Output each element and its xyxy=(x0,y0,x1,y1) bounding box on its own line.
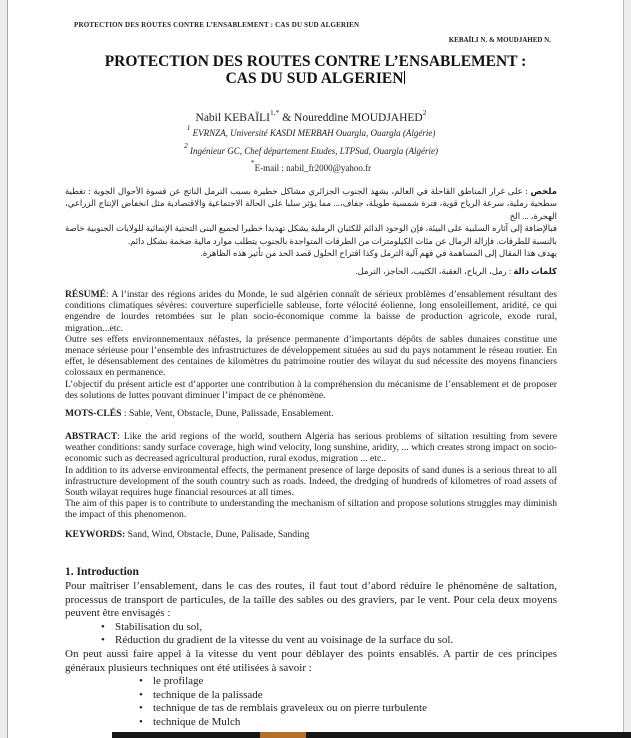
author-2: Noureddine MOUDJAHED xyxy=(294,112,423,124)
paper-title-line2: CAS DU SUD ALGERIEN xyxy=(225,70,404,87)
authors-joiner: & xyxy=(279,112,295,124)
keywords-line: KEYWORDS: Sand, Wind, Obstacle, Dune, Palisade, Sanding xyxy=(65,529,310,540)
arabic-keywords-line: كلمات دالة : رمل، الرياح، العقبة، الكثيب، الحاجز، الترمل. xyxy=(355,266,557,277)
list-item xyxy=(65,689,557,703)
bullet-icon: • xyxy=(101,634,105,647)
email-address: E-mail : nabil_fr2000@yahoo.fr xyxy=(254,163,372,173)
abstract-paragraph-1: ABSTRACT: Like the arid regions of the world, southern Algeria has serious problems of siltation resulting from severe weather conditions: sandy surface coverage, high wind velocity, long sunshine, aridity, ... which creates strong impact on socio-economic such as decreased agricultural production, rural exodus, migration ... etc.. xyxy=(65,431,557,465)
list-item-text: Réduction du gradient de la vitesse du vent au voisinage de la surface du sol. xyxy=(115,634,454,647)
arabic-abstract-label: ملخص xyxy=(530,186,557,196)
email-line: *E-mail : nabil_fr2000@yahoo.fr xyxy=(250,158,372,173)
resume-label: RÉSUMÉ xyxy=(65,289,107,300)
resume-paragraph-2: Outre ses effets environnementaux néfastes, la présence permanente d’importants dépôts de sables dunaires constitue une menace sérieuse pour l’ensemble des infrastructures de développement situées au sud du pays notamment le réseau routier. En effet, le désensablement des centaines de kilomètres du patrimoine routier des wilayat du sud nécessite des moyens financiers colossaux en permanence. xyxy=(65,333,557,379)
introduction-paragraph-2: On peut aussi faire appel à la vitesse du vent pour déblayer des points ensablés. A partir de ces principes généraux plusieurs techniques ont été utilisées à savoir : xyxy=(65,647,557,674)
taskbar[interactable] xyxy=(112,732,631,738)
introduction-section xyxy=(65,580,557,738)
bullet-icon: • xyxy=(101,620,105,633)
paper-title-line1: PROTECTION DES ROUTES CONTRE L’ENSABLEMENT : xyxy=(104,53,527,70)
paper-title xyxy=(28,53,603,87)
bullet-icon: • xyxy=(139,688,143,701)
affiliation-1: $^1$ EVRNZA, Université KASDI MERBAH Ouargla, Ouargla (Algérie) xyxy=(186,123,436,138)
list-item xyxy=(65,716,557,730)
list-item xyxy=(65,702,557,716)
list-item-text: le profilage xyxy=(153,675,204,688)
keywords-label: KEYWORDS: xyxy=(65,529,126,540)
list-item-text: technique de tas de remblais graveleux ou on pierre turbulente xyxy=(153,702,427,715)
taskbar-active-indicator[interactable] xyxy=(260,732,306,738)
author-1: Nabil KEBAÏLI xyxy=(195,112,270,124)
resume-paragraph-3: L’objectif du présent article est d’apporter une contribution à la compréhension du mécanisme de l’ensablement et de proposer des solutions de luttes pouvant diminuer l’impact de ce phénomène. xyxy=(65,378,557,401)
mots-cles-line: MOTS-CLÉS : Sable, Vent, Obstacle, Dune, Palissade, Ensablement. xyxy=(65,408,334,419)
abstract-paragraph-3: The aim of this paper is to contribute to understanding the mechanism of siltation and propose solutions struggles may diminish the impact of this phenomenon. xyxy=(65,498,557,521)
arabic-abstract xyxy=(65,185,557,278)
introduction-paragraph-1: Pour maîtriser l’ensablement, dans le cas des routes, il faut tout d’abord réduire le phénomène de saltation, processus de transport de particules, de la taille des sables ou des graviers, par le vent. Pour cela deux moyens peuvent être envisagés : xyxy=(65,580,557,620)
arabic-abstract-paragraph-1: ملخص : على غرار المناطق القاحلة في العالم، يشهد الجنوب الجزائري مشاكل خطيرة بسبب الترمل الناتج عن قسوة الأحوال الجوية : تغطية سطحية رملية، سرعة الرياح قوية، فترة شمسية طويلة، جفاف،... مما يؤثر سلبا على الحالة الاجتماعية والاقتصادية مثل انخفاض الإنتاج الزراعي، الهجرة، ... الخ xyxy=(65,186,557,221)
document-page[interactable] xyxy=(7,0,624,738)
arabic-keywords-label: كلمات دالة xyxy=(513,266,557,277)
resume-paragraph-1: RÉSUMÉ: A l’instar des régions arides du Monde, le sud algérien connaît de sérieux problèmes d’ensablement résultant des conditions climatiques sévères: couverture superficielle sableuse, forte vélocité éolienne, long ensoleillement, aridité, ce qui engendre de lourdes retombées sur le plan socio-économique comme la baisse de production agricole, exode rural, migration...etc. xyxy=(65,289,557,334)
list-item xyxy=(65,634,557,648)
bullet-icon: • xyxy=(139,702,143,715)
mots-cles-label: MOTS-CLÉS xyxy=(65,408,122,419)
arabic-abstract-paragraph-3: يهدف هذا المقال إلى المساهمة في فهم آلية الترمل وكذا اقتراح الحلول قصد الحد من تأثير هذه الظاهرة. xyxy=(200,248,557,259)
text-cursor xyxy=(404,71,405,84)
affiliations xyxy=(65,122,557,175)
list-item xyxy=(65,621,557,635)
author-1-superscript: 1,* xyxy=(269,108,280,117)
list-item xyxy=(65,675,557,689)
list-item-text: Stabilisation du sol, xyxy=(115,620,203,633)
bullet-icon: • xyxy=(139,715,143,728)
list-item-text: technique de Mulch xyxy=(153,715,241,728)
abstract-label: ABSTRACT xyxy=(65,431,118,442)
introduction-heading: 1. Introduction xyxy=(65,566,139,578)
bullet-icon: • xyxy=(139,675,143,688)
abstract-section xyxy=(65,431,557,521)
author-2-superscript: 2 xyxy=(422,108,427,117)
resume-section xyxy=(65,289,557,401)
list-item-text: technique de la palissade xyxy=(153,688,263,701)
affiliation-2: $^2$ Ingénieur GC, Chef département Etudes, LTPSud, Ouargla (Algérie) xyxy=(184,140,438,156)
running-header-title: PROTECTION DES ROUTES CONTRE L’ENSABLEMENT : CAS DU SUD ALGERIEN xyxy=(74,21,360,29)
running-header-authors: KEBAÏLI N. & MOUDJAHED N. xyxy=(448,36,551,44)
arabic-abstract-paragraph-2: فبالإضافة إلى آثاره السلبية على البيئة، فإن الوجود الدائم للكثبان الرملية يشكل تهديدا خطيرا لجميع البنى التحتية الإنمائية للولايات الجنوبية خاصة بالنسبة للطرقات. فإزالة الرمال عن مئات الكيلومترات من الطرقات المتواجدة بالجنوب يتطلب موارد مالية ضخمة بشكل دائم. xyxy=(65,223,557,246)
abstract-paragraph-2: In addition to its adverse environmental effects, the permanent presence of large deposits of sand dunes is a serious threat to all infrastructure development of the south country such as roads. Indeed, the dredging of hundreds of kilometres of road assets of South wilayat requires huge financial resources at all times. xyxy=(65,464,557,499)
